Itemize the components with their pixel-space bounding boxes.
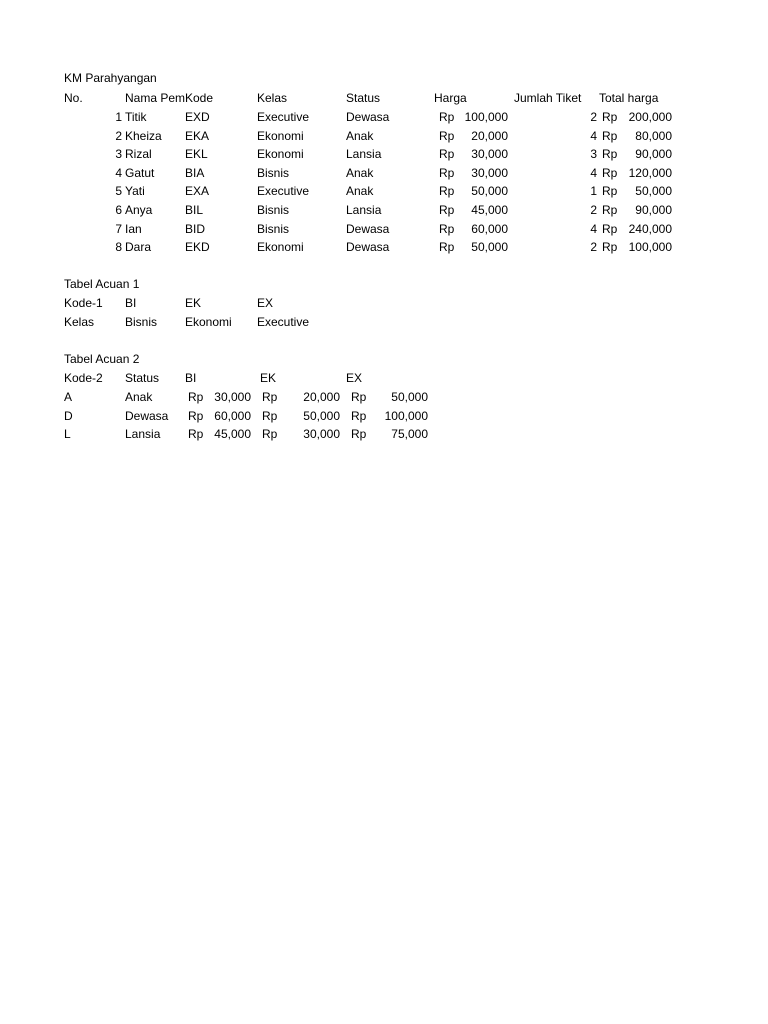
row-total-currency: Rp <box>602 110 618 124</box>
row-no: 4 <box>115 165 122 180</box>
sheet-title: KM Parahyangan <box>64 71 157 85</box>
header-harga: Harga <box>434 91 467 105</box>
acuan2-row-bi: 45,000 <box>214 427 251 442</box>
row-total-currency: Rp <box>602 184 618 199</box>
row-kode: BIL <box>185 203 204 217</box>
header-jumlah-tiket: Jumlah Tiket <box>514 91 582 105</box>
acuan2-row-bi-currency: Rp <box>188 427 204 442</box>
acuan2-row-kode: L <box>64 427 71 442</box>
acuan2-row-ex-currency: Rp <box>351 408 367 423</box>
row-nama: Yati <box>125 184 145 199</box>
row-harga-currency: Rp <box>439 147 455 162</box>
row-kelas: Bisnis <box>257 221 290 236</box>
row-jumlah-tiket: 4 <box>590 221 597 236</box>
row-harga-currency: Rp <box>439 240 455 255</box>
row-total-currency: Rp <box>602 128 618 143</box>
row-total-harga: 80,000 <box>635 128 672 143</box>
header-no: No. <box>64 91 83 105</box>
acuan2-row-bi-currency: Rp <box>188 390 204 404</box>
acuan1-kelas-ekonomi: Ekonomi <box>185 315 232 329</box>
row-jumlah-tiket: 1 <box>590 184 597 199</box>
row-kelas: Ekonomi <box>257 147 304 162</box>
row-harga-currency: Rp <box>439 110 455 124</box>
row-total-harga: 90,000 <box>635 203 672 217</box>
acuan2-header-bi: BI <box>185 371 197 385</box>
row-no: 2 <box>115 128 122 143</box>
row-no: 3 <box>115 147 122 162</box>
row-no: 5 <box>115 184 122 199</box>
header-nama: Nama Pem <box>125 91 186 105</box>
acuan2-row-ex: 50,000 <box>391 390 428 404</box>
row-harga-currency: Rp <box>439 128 455 143</box>
acuan2-row-ek: 20,000 <box>303 390 340 404</box>
header-kelas: Kelas <box>257 91 288 105</box>
acuan1-label-kelas: Kelas <box>64 315 95 329</box>
row-harga: 45,000 <box>471 203 508 217</box>
row-jumlah-tiket: 4 <box>590 128 597 143</box>
header-status: Status <box>346 91 381 105</box>
row-harga-currency: Rp <box>439 165 455 180</box>
row-kode: BIA <box>185 165 205 180</box>
acuan2-row-ex: 100,000 <box>384 408 428 423</box>
row-kode: EKD <box>185 240 210 255</box>
row-nama: Anya <box>125 203 153 217</box>
row-jumlah-tiket: 2 <box>590 110 597 124</box>
row-kelas: Bisnis <box>257 203 290 217</box>
row-harga: 20,000 <box>471 128 508 143</box>
acuan2-row-ek: 30,000 <box>303 427 340 442</box>
acuan1-kelas-bisnis: Bisnis <box>125 315 158 329</box>
row-jumlah-tiket: 4 <box>590 165 597 180</box>
row-kode: BID <box>185 221 206 236</box>
row-harga: 30,000 <box>471 147 508 162</box>
acuan2-row-ex-currency: Rp <box>351 390 367 404</box>
row-status: Anak <box>346 128 374 143</box>
row-no: 8 <box>115 240 122 255</box>
acuan1-code-ex: EX <box>257 296 274 310</box>
acuan2-row-status: Lansia <box>125 427 161 442</box>
row-total-currency: Rp <box>602 203 618 217</box>
acuan1-kelas-executive: Executive <box>257 315 310 329</box>
row-kelas: Ekonomi <box>257 128 304 143</box>
acuan2-header-kode: Kode-2 <box>64 371 103 385</box>
acuan2-header-status: Status <box>125 371 160 385</box>
row-nama: Rizal <box>125 147 152 162</box>
acuan2-row-ek-currency: Rp <box>262 408 278 423</box>
row-jumlah-tiket: 2 <box>590 203 597 217</box>
row-total-currency: Rp <box>602 221 618 236</box>
row-kelas: Executive <box>257 184 310 199</box>
row-harga-currency: Rp <box>439 203 455 217</box>
acuan2-row-status: Dewasa <box>125 408 169 423</box>
row-status: Lansia <box>346 147 382 162</box>
acuan2-row-bi-currency: Rp <box>188 408 204 423</box>
row-jumlah-tiket: 2 <box>590 240 597 255</box>
row-status: Dewasa <box>346 221 390 236</box>
row-kode: EKL <box>185 147 208 162</box>
row-nama: Ian <box>125 221 142 236</box>
acuan2-row-ek: 50,000 <box>303 408 340 423</box>
row-total-harga: 240,000 <box>628 221 672 236</box>
acuan2-row-ex-currency: Rp <box>351 427 367 442</box>
row-total-harga: 100,000 <box>628 240 672 255</box>
row-harga-currency: Rp <box>439 221 455 236</box>
acuan1-code-ek: EK <box>185 296 202 310</box>
header-kode: Kode <box>185 91 214 105</box>
row-harga: 50,000 <box>471 184 508 199</box>
row-status: Anak <box>346 184 374 199</box>
row-harga-currency: Rp <box>439 184 455 199</box>
acuan2-row-ex: 75,000 <box>391 427 428 442</box>
row-kelas: Ekonomi <box>257 240 304 255</box>
acuan2-row-ek-currency: Rp <box>262 427 278 442</box>
acuan2-row-bi: 30,000 <box>214 390 251 404</box>
row-nama: Titik <box>125 110 147 124</box>
row-status: Lansia <box>346 203 382 217</box>
row-harga: 100,000 <box>464 110 508 124</box>
acuan1-label-kode: Kode-1 <box>64 296 103 310</box>
acuan2-row-kode: A <box>64 390 73 404</box>
row-nama: Kheiza <box>125 128 162 143</box>
row-jumlah-tiket: 3 <box>590 147 597 162</box>
row-kode: EXD <box>185 110 210 124</box>
acuan1-title: Tabel Acuan 1 <box>64 277 140 291</box>
row-kelas: Bisnis <box>257 165 290 180</box>
row-kode: EXA <box>185 184 210 199</box>
row-total-currency: Rp <box>602 165 618 180</box>
acuan1-code-bi: BI <box>125 296 137 310</box>
row-total-currency: Rp <box>602 240 618 255</box>
acuan2-row-status: Anak <box>125 390 153 404</box>
acuan2-title: Tabel Acuan 2 <box>64 352 140 366</box>
acuan2-row-bi: 60,000 <box>214 408 251 423</box>
row-nama: Dara <box>125 240 152 255</box>
row-no: 6 <box>115 203 122 217</box>
row-total-harga: 120,000 <box>628 165 672 180</box>
row-harga: 60,000 <box>471 221 508 236</box>
row-kelas: Executive <box>257 110 310 124</box>
row-total-harga: 90,000 <box>635 147 672 162</box>
acuan2-header-ex: EX <box>346 371 363 385</box>
header-total-harga: Total harga <box>599 91 659 105</box>
row-status: Anak <box>346 165 374 180</box>
acuan2-row-ek-currency: Rp <box>262 390 278 404</box>
row-status: Dewasa <box>346 240 390 255</box>
row-harga: 30,000 <box>471 165 508 180</box>
row-kode: EKA <box>185 128 210 143</box>
row-total-harga: 50,000 <box>635 184 672 199</box>
row-no: 1 <box>115 110 122 124</box>
row-no: 7 <box>115 221 122 236</box>
row-harga: 50,000 <box>471 240 508 255</box>
row-total-currency: Rp <box>602 147 618 162</box>
acuan2-header-ek: EK <box>260 371 277 385</box>
acuan2-row-kode: D <box>64 408 73 423</box>
row-nama: Gatut <box>125 165 155 180</box>
row-status: Dewasa <box>346 110 390 124</box>
row-total-harga: 200,000 <box>628 110 672 124</box>
